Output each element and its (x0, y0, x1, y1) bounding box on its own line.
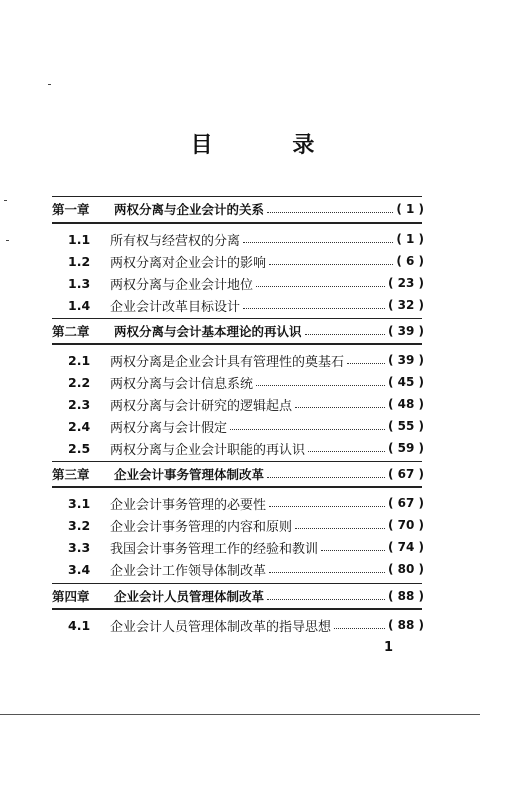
leader-dots (267, 212, 393, 213)
toc-section-2-3[interactable] (52, 393, 424, 415)
page-ref: ( 88 ) (387, 618, 424, 632)
section-number: 3.1 (68, 495, 91, 511)
leader-dots (321, 550, 385, 551)
section-title: 两权分离对企业会计的影响 (110, 255, 267, 271)
section-title: 两权分离与企业会计职能的再认识 (110, 442, 306, 458)
page-ref: ( 32 ) (387, 298, 424, 312)
toc-section-1-2[interactable] (52, 250, 424, 272)
section-title: 两权分离是企业会计具有管理性的奠基石 (110, 354, 345, 370)
section-number: 3.2 (68, 517, 91, 533)
page-ref: ( 55 ) (387, 419, 424, 433)
leader-dots (256, 286, 385, 287)
page-ref: ( 1 ) (396, 202, 424, 216)
leader-dots (295, 407, 385, 408)
page-title: 目 录 (190, 132, 351, 158)
toc-section-4-1[interactable] (52, 614, 424, 636)
section-title: 所有权与经营权的分离 (110, 233, 241, 249)
section-number: 4.1 (68, 617, 91, 633)
page-ref: ( 6 ) (396, 254, 424, 268)
leader-dots (295, 528, 385, 529)
page-ref: ( 39 ) (387, 324, 424, 338)
section-title: 我国会计事务管理工作的经验和教训 (110, 541, 319, 557)
leader-dots (243, 242, 393, 243)
divider (52, 222, 422, 224)
divider (52, 196, 422, 197)
leader-dots (305, 334, 385, 335)
page-ref: ( 80 ) (387, 562, 424, 576)
chapter-title: 企业会计事务管理体制改革 (114, 467, 265, 482)
toc-section-2-5[interactable] (52, 437, 424, 459)
page-ref: ( 48 ) (387, 397, 424, 411)
toc-section-1-3[interactable] (52, 272, 424, 294)
section-number: 2.4 (68, 418, 91, 434)
section-title: 两权分离与企业会计地位 (110, 277, 254, 293)
scan-edge-line (0, 714, 480, 715)
section-title: 企业会计事务管理的内容和原则 (110, 519, 293, 535)
leader-dots (256, 385, 385, 386)
chapter-number: 第二章 (52, 324, 90, 339)
divider (52, 608, 422, 610)
section-number: 1.3 (68, 275, 91, 291)
page-ref: ( 67 ) (387, 496, 424, 510)
page-ref: ( 39 ) (387, 353, 424, 367)
toc-section-3-2[interactable] (52, 514, 424, 536)
toc-chapter-3[interactable] (52, 463, 424, 485)
section-title: 两权分离与会计假定 (110, 420, 228, 436)
leader-dots (269, 264, 393, 265)
divider (52, 461, 422, 462)
chapter-number: 第四章 (52, 589, 90, 604)
chapter-title: 两权分离与企业会计的关系 (114, 202, 265, 217)
page-ref: ( 67 ) (387, 467, 424, 481)
toc-section-3-3[interactable] (52, 536, 424, 558)
chapter-number: 第一章 (52, 202, 90, 217)
section-number: 2.5 (68, 440, 91, 456)
leader-dots (308, 451, 385, 452)
leader-dots (269, 506, 385, 507)
page-number: 1 (384, 640, 394, 655)
leader-dots (269, 572, 385, 573)
scan-speck (4, 200, 7, 201)
toc-section-3-4[interactable] (52, 558, 424, 580)
page-ref: ( 45 ) (387, 375, 424, 389)
section-title: 企业会计改革目标设计 (110, 299, 241, 315)
chapter-number: 第三章 (52, 467, 90, 482)
leader-dots (243, 308, 385, 309)
toc-section-2-1[interactable] (52, 349, 424, 371)
section-number: 2.3 (68, 396, 91, 412)
section-title: 企业会计人员管理体制改革的指导思想 (110, 619, 332, 635)
toc-chapter-1[interactable] (52, 198, 424, 220)
section-number: 3.3 (68, 539, 91, 555)
section-title: 两权分离与会计信息系统 (110, 376, 254, 392)
divider (52, 343, 422, 345)
leader-dots (334, 628, 385, 629)
section-title: 企业会计事务管理的必要性 (110, 497, 267, 513)
chapter-title: 两权分离与会计基本理论的再认识 (114, 324, 302, 339)
page-ref: ( 1 ) (396, 232, 424, 246)
section-number: 1.2 (68, 253, 91, 269)
leader-dots (347, 363, 385, 364)
section-number: 2.1 (68, 352, 91, 368)
section-number: 1.4 (68, 297, 91, 313)
section-title: 两权分离与会计研究的逻辑起点 (110, 398, 293, 414)
leader-dots (267, 599, 385, 600)
page-ref: ( 59 ) (387, 441, 424, 455)
section-number: 2.2 (68, 374, 91, 390)
divider (52, 318, 422, 319)
scan-speck (48, 84, 51, 85)
toc-section-1-4[interactable] (52, 294, 424, 316)
divider (52, 583, 422, 584)
divider (52, 486, 422, 488)
leader-dots (230, 429, 385, 430)
toc-section-3-1[interactable] (52, 492, 424, 514)
toc-section-2-4[interactable] (52, 415, 424, 437)
toc-section-1-1[interactable] (52, 228, 424, 250)
page-ref: ( 70 ) (387, 518, 424, 532)
chapter-title: 企业会计人员管理体制改革 (114, 589, 265, 604)
page-ref: ( 88 ) (387, 589, 424, 603)
section-number: 1.1 (68, 231, 91, 247)
page-ref: ( 23 ) (387, 276, 424, 290)
leader-dots (267, 477, 385, 478)
toc-chapter-2[interactable] (52, 320, 424, 342)
toc-section-2-2[interactable] (52, 371, 424, 393)
section-number: 3.4 (68, 561, 91, 577)
scan-speck (6, 240, 9, 241)
toc-chapter-4[interactable] (52, 585, 424, 607)
section-title: 企业会计工作领导体制改革 (110, 563, 267, 579)
page-ref: ( 74 ) (387, 540, 424, 554)
